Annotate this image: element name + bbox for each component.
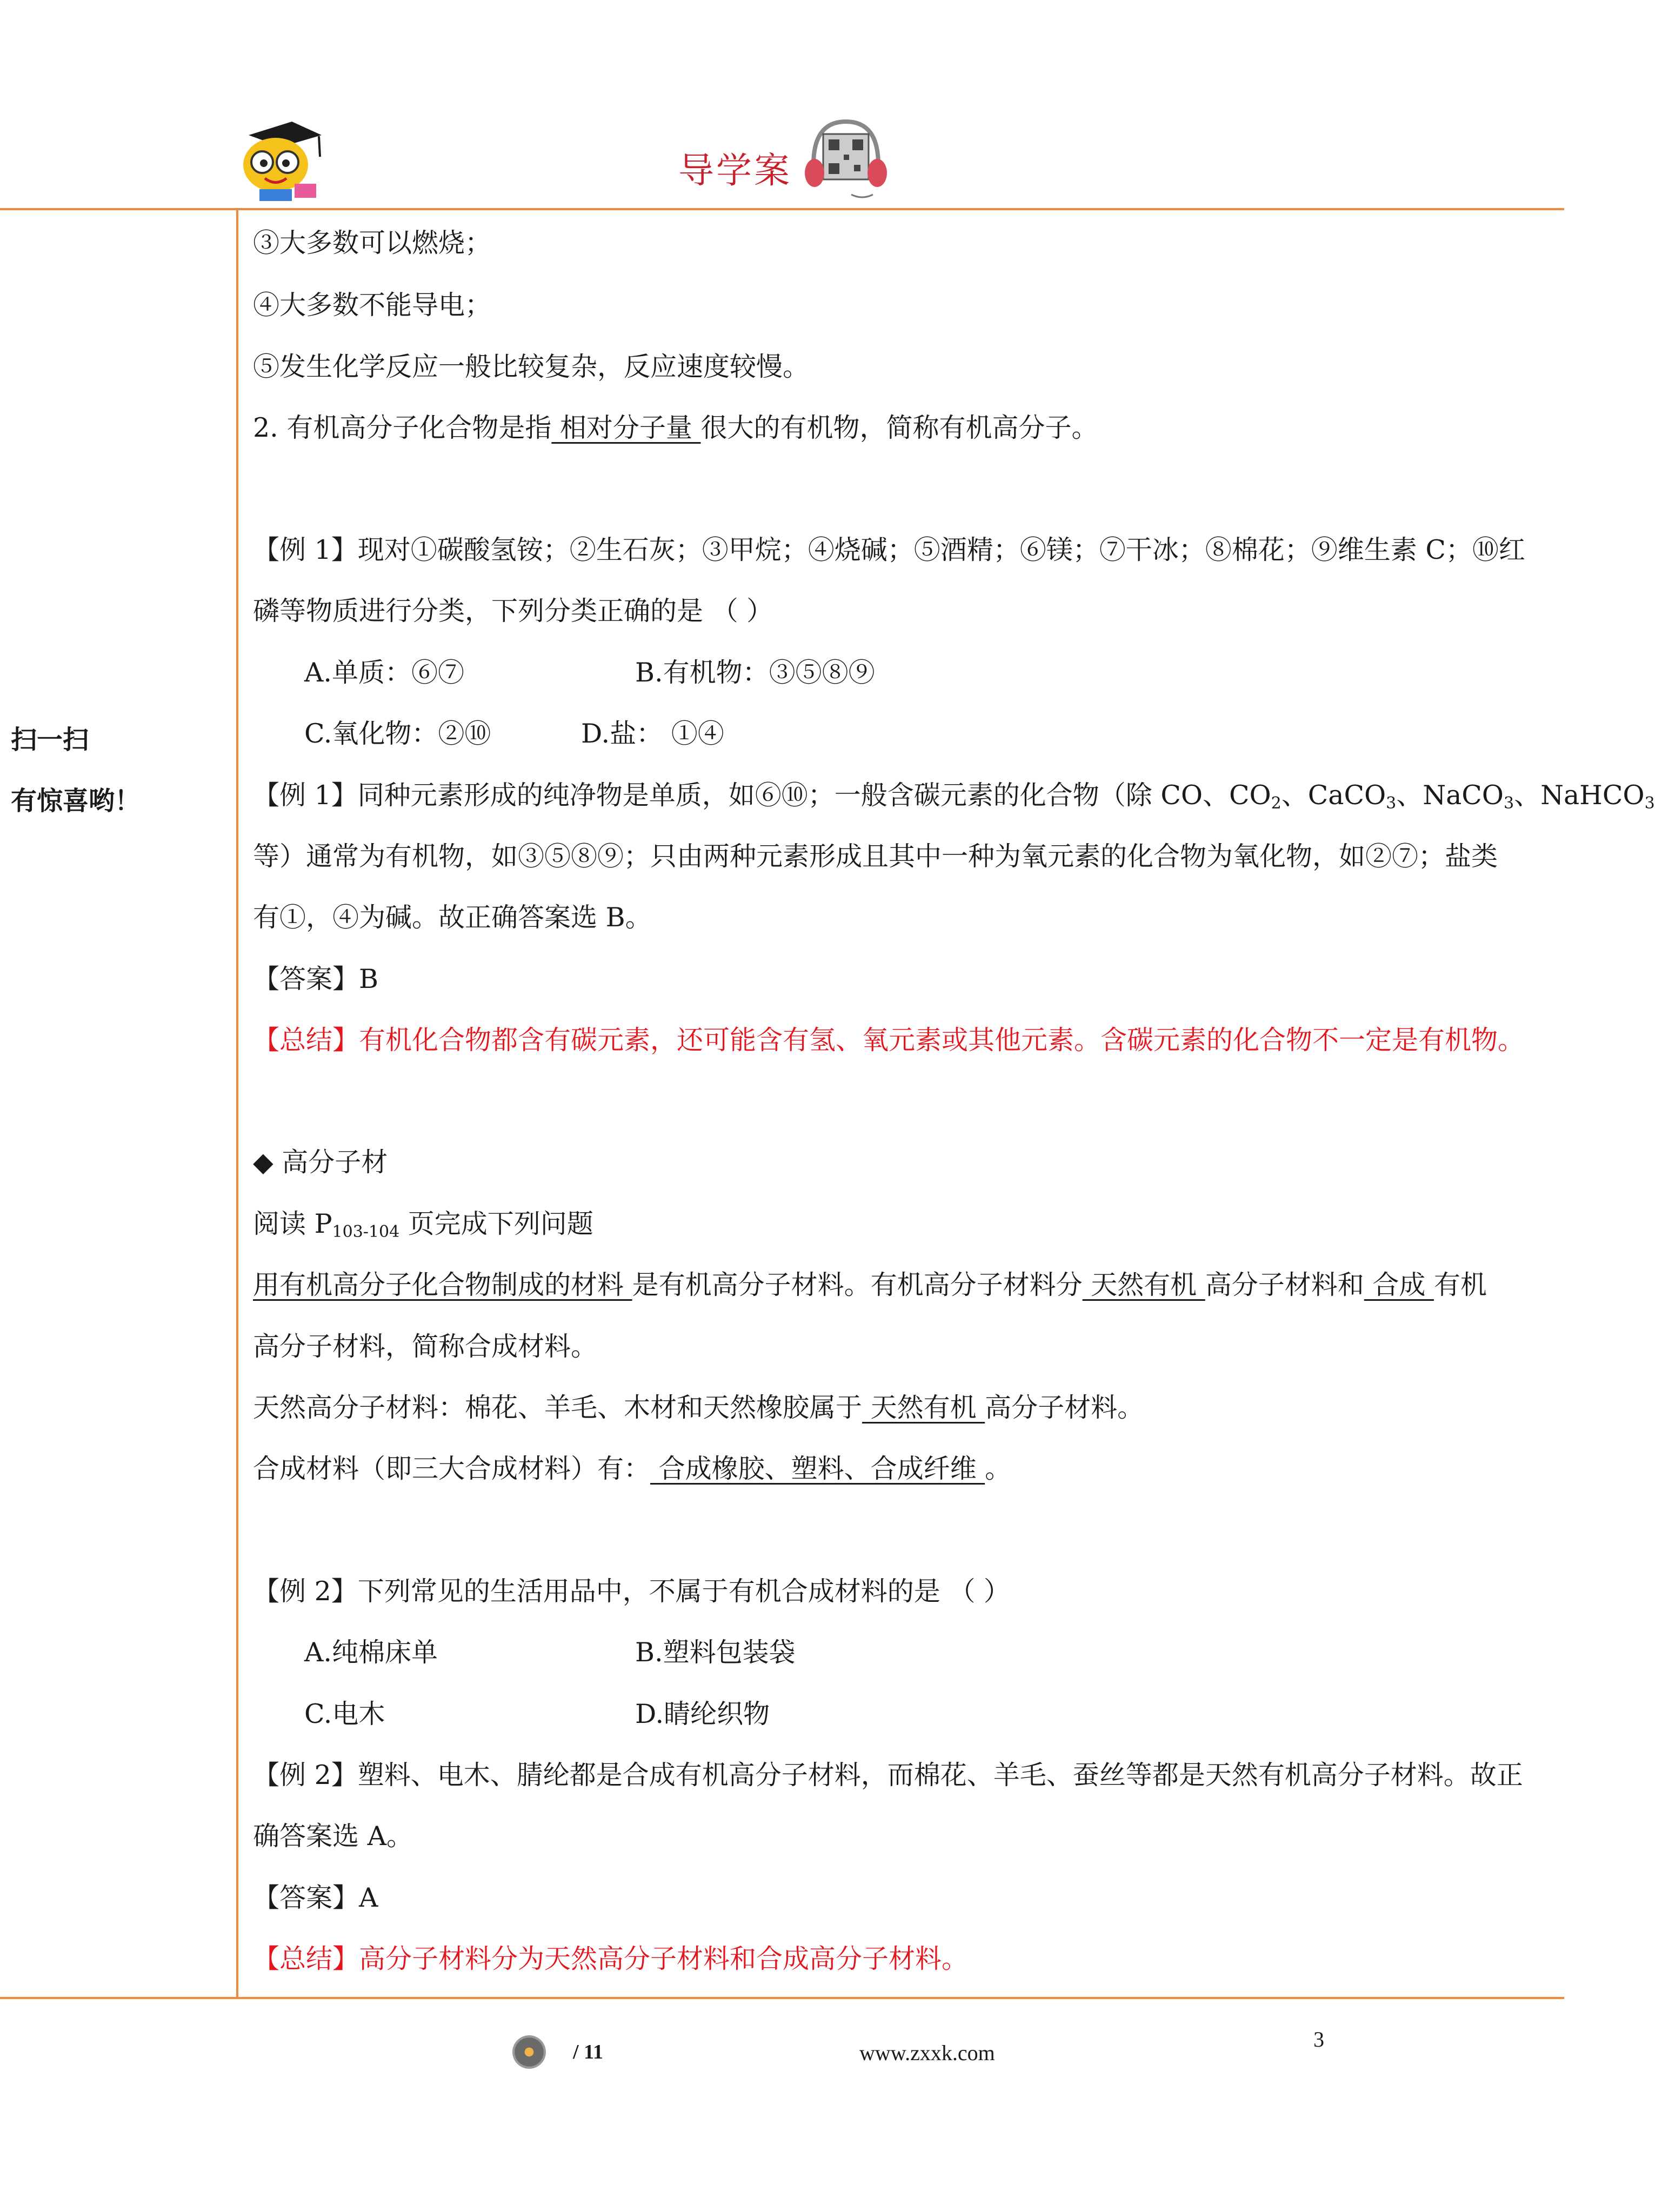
fill-blank: 天然有机 bbox=[1082, 1269, 1205, 1300]
example1-option-a: A.单质：⑥⑦ bbox=[304, 657, 464, 688]
site-url: www.zxxk.com bbox=[859, 2041, 995, 2065]
page-count: / 11 bbox=[573, 2041, 603, 2063]
fill-blank: 天然有机 bbox=[862, 1392, 985, 1423]
example2-question: 【例 2】下列常见的生活用品中，不属于有机合成材料的是 （ ） bbox=[253, 1576, 1010, 1607]
materials-line2: 高分子材料，简称合成材料。 bbox=[253, 1331, 598, 1362]
definition-text-a: 2. 有机高分子化合物是指 bbox=[253, 412, 552, 443]
fill-blank: 合成橡胶、塑料、合成纤维 bbox=[650, 1453, 985, 1484]
materials-text: 天然高分子材料：棉花、羊毛、木材和天然橡胶属于 bbox=[253, 1392, 863, 1423]
subscript: 3 bbox=[1386, 794, 1397, 813]
page-range-subscript: 103-104 bbox=[332, 1222, 400, 1241]
example2-option-a: A.纯棉床单 bbox=[304, 1637, 438, 1668]
explanation-text: 、CaCO bbox=[1281, 780, 1386, 811]
property-item-5: ⑤发生化学反应一般比较复杂，反应速度较慢。 bbox=[253, 351, 810, 382]
page-number: 3 bbox=[1313, 2027, 1324, 2051]
example2-option-d: D.睛纶织物 bbox=[635, 1699, 770, 1729]
materials-text: 。 bbox=[985, 1453, 1012, 1484]
example2-answer: 【答案】A bbox=[253, 1882, 378, 1913]
example1-option-b: B.有机物：③⑤⑧⑨ bbox=[635, 657, 875, 688]
materials-text: 是有机高分子材料。有机高分子材料分 bbox=[632, 1269, 1083, 1300]
materials-text: 合成材料（即三大合成材料）有： bbox=[253, 1453, 651, 1484]
natural-polymers-line bbox=[253, 1394, 1144, 1421]
property-item-4: ④大多数不能导电； bbox=[253, 290, 492, 320]
example1-explanation-line2: 等）通常为有机物，如③⑤⑧⑨；只由两种元素形成且其中一种为氧元素的化合物为氧化物，如②⑦；盐类 bbox=[253, 841, 1498, 872]
example2-option-c: C.电木 bbox=[304, 1699, 385, 1729]
sidebar-scan-label: 扫一扫 bbox=[11, 725, 89, 755]
property-item-3: ③大多数可以燃烧； bbox=[253, 228, 492, 258]
example1-summary: 【总结】有机化合物都含有碳元素，还可能含有氢、氧元素或其他元素。含碳元素的化合物不一定是有机物。 bbox=[253, 1025, 1525, 1055]
example2-summary: 【总结】高分子材料分为天然高分子材料和合成高分子材料。 bbox=[253, 1943, 969, 1974]
explanation-text: 、NaCO bbox=[1396, 780, 1504, 811]
subscript: 3 bbox=[1503, 794, 1514, 813]
subscript: 2 bbox=[1271, 794, 1282, 813]
definition-text-b: 很大的有机物，简称有机高分子。 bbox=[700, 412, 1098, 443]
page-title: 导学案 bbox=[678, 150, 792, 191]
fill-blank: 用有机高分子化合物制成的材料 bbox=[253, 1269, 632, 1300]
materials-text: 有机 bbox=[1433, 1269, 1487, 1300]
materials-text: 高分子材料和 bbox=[1205, 1269, 1364, 1300]
fill-blank: 合成 bbox=[1364, 1269, 1434, 1300]
example1-explanation-line3: 有①，④为碱。故正确答案选 B。 bbox=[253, 902, 652, 933]
explanation-text: 、NaHCO bbox=[1514, 780, 1645, 811]
example1-explanation-line1 bbox=[253, 782, 1655, 812]
header-rule bbox=[0, 208, 1564, 210]
definition-blank: 相对分子量 bbox=[551, 412, 701, 443]
disc-icon bbox=[512, 2035, 546, 2069]
sidebar-surprise-label: 有惊喜哟！ bbox=[11, 786, 141, 816]
reading-text-b: 页完成下列问题 bbox=[399, 1208, 593, 1239]
example2-explanation-line1: 【例 2】塑料、电木、腈纶都是合成有机高分子材料，而棉花、羊毛、蚕丝等都是天然有机高分子材料。故正 bbox=[253, 1760, 1523, 1790]
example1-question-line1: 【例 1】现对①碳酸氢铵；②生石灰；③甲烷；④烧碱；⑤酒精；⑥镁；⑦干冰；⑧棉花；⑨维生素 C；⑩红 bbox=[253, 534, 1525, 565]
example2-option-b: B.塑料包装袋 bbox=[635, 1637, 796, 1668]
subscript: 3 bbox=[1644, 794, 1655, 813]
reading-instruction bbox=[253, 1208, 593, 1241]
materials-text: 高分子材料。 bbox=[985, 1392, 1144, 1423]
footer-rule bbox=[0, 1997, 1564, 1999]
example1-option-d: D.盐： ①④ bbox=[581, 718, 724, 749]
explanation-text: 【例 1】同种元素形成的纯净物是单质，如⑥⑩；一般含碳元素的化合物（除 CO、CO bbox=[253, 780, 1271, 811]
materials-line1 bbox=[253, 1269, 1487, 1300]
headphones-qr-logo bbox=[803, 113, 889, 205]
sidebar-divider bbox=[236, 208, 238, 1999]
reading-text-a: 阅读 P bbox=[253, 1208, 332, 1239]
example1-question-line2: 磷等物质进行分类，下列分类正确的是 （ ） bbox=[253, 596, 773, 626]
section-title-polymer-materials: ◆ 高分子材 bbox=[253, 1147, 388, 1178]
definition-polymer bbox=[253, 412, 1098, 443]
synthetic-materials-line bbox=[253, 1455, 1011, 1482]
example1-answer: 【答案】B bbox=[253, 964, 379, 994]
example2-explanation-line2: 确答案选 A。 bbox=[253, 1821, 413, 1852]
mascot-logo bbox=[227, 113, 330, 205]
example1-option-c: C.氧化物：②⑩ bbox=[304, 718, 491, 749]
